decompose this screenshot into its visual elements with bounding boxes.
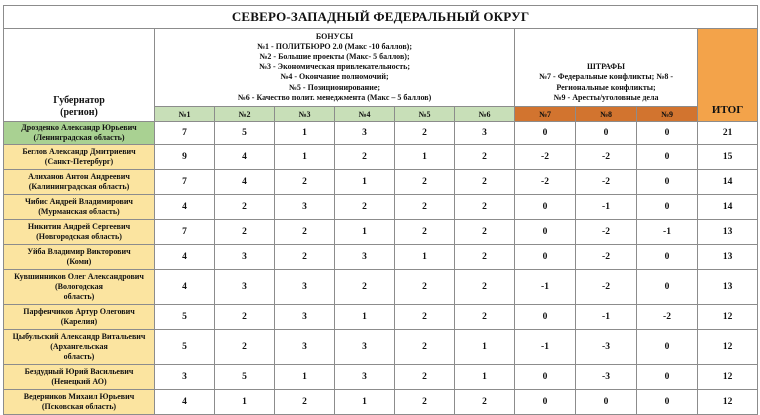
col-header-7: №7 [515,107,576,122]
score-cell-9: 0 [637,170,698,195]
ranking-table [3,5,758,415]
table-row [4,365,758,390]
governor-cell [4,220,155,245]
governor-cell [4,270,155,305]
score-cell-9: 0 [637,145,698,170]
bonus-line-2: №2 - Большие проекты (Макс- 5 баллов); [259,51,410,61]
score-cell-4: 3 [335,330,395,365]
governor-header [4,29,155,122]
score-cell-1: 4 [155,390,215,415]
fines-title: ШТРАФЫ [587,62,625,72]
governor-cell [4,170,155,195]
score-cell-7: -2 [515,170,576,195]
governor-region: (Коми) [66,257,92,266]
fines-header [515,29,698,107]
score-cell-3: 2 [275,220,335,245]
governor-region: (Псковская область) [41,402,117,411]
fines-line-1: №7 - Федеральные конфликты; №8 - [539,72,673,82]
score-cell-5: 1 [395,245,455,270]
fines-line-2: Региональные конфликты; [556,82,656,92]
score-cell-5: 2 [395,122,455,145]
score-cell-5: 2 [395,170,455,195]
score-cell-2: 2 [215,195,275,220]
bonus-title: БОНУСЫ [315,31,354,41]
total-cell: 21 [698,122,758,145]
score-cell-1: 4 [155,270,215,305]
governor-cell [4,330,155,365]
governor-name: Алиханов Антон Андреевич [28,172,130,181]
bonus-line-6: №6 - Качество полит. менеджмента (Макс – 5 баллов) [237,92,432,102]
score-cell-1: 3 [155,365,215,390]
score-cell-7: 0 [515,365,576,390]
score-cell-2: 3 [215,245,275,270]
score-cell-7: -2 [515,145,576,170]
fines-line-3: №9 - Аресты/уголовные дела [553,92,659,102]
governor-cell [4,305,155,330]
governor-region: (Ненецкий АО) [51,377,107,386]
score-cell-6: 2 [455,145,515,170]
score-cell-4: 2 [335,270,395,305]
score-cell-4: 3 [335,245,395,270]
governor-header-line2: (регион) [60,107,98,118]
governor-region: область) [63,292,95,301]
score-cell-2: 4 [215,145,275,170]
governor-name: Дрозденко Александр Юрьевич [21,123,137,132]
score-cell-8: 0 [576,122,637,145]
score-cell-7: 0 [515,220,576,245]
score-cell-5: 2 [395,220,455,245]
score-cell-9: 0 [637,270,698,305]
score-cell-5: 2 [395,305,455,330]
total-cell: 12 [698,305,758,330]
score-cell-3: 1 [275,145,335,170]
governor-name: Цыбульский Александр Витальевич (Архангельская [12,332,146,351]
bonus-line-5: №5 - Позиционирование; [288,82,381,92]
score-cell-5: 2 [395,270,455,305]
bonus-line-3: №3 - Экономическая привлекательность; [258,62,411,72]
score-cell-6: 2 [455,195,515,220]
table-row [4,170,758,195]
score-cell-8: -2 [576,270,637,305]
score-cell-6: 3 [455,122,515,145]
score-cell-5: 2 [395,330,455,365]
table-row [4,122,758,145]
total-cell: 13 [698,245,758,270]
score-cell-4: 1 [335,220,395,245]
score-cell-2: 2 [215,330,275,365]
governor-region: область) [63,352,95,361]
governor-name: Уйба Владимир Викторович [27,247,131,256]
governor-cell [4,122,155,145]
score-cell-5: 2 [395,390,455,415]
table-title: СЕВЕРО-ЗАПАДНЫЙ ФЕДЕРАЛЬНЫЙ ОКРУГ [4,6,758,29]
governor-name: Ведерников Михаил Юрьевич [23,392,135,401]
governor-name: Кувшинников Олег Александрович (Вологодская [14,272,144,291]
total-cell: 13 [698,220,758,245]
col-header-1: №1 [155,107,215,122]
score-cell-1: 5 [155,305,215,330]
score-cell-4: 1 [335,390,395,415]
score-cell-3: 1 [275,365,335,390]
score-cell-8: -1 [576,195,637,220]
total-cell: 14 [698,170,758,195]
score-cell-4: 2 [335,145,395,170]
score-cell-8: -3 [576,365,637,390]
score-cell-6: 2 [455,390,515,415]
score-cell-1: 9 [155,145,215,170]
score-cell-3: 1 [275,122,335,145]
governor-region: (Карелия) [60,317,98,326]
governor-cell [4,195,155,220]
governor-name: Никитин Андрей Сергеевич [27,222,131,231]
score-cell-3: 3 [275,195,335,220]
score-cell-6: 2 [455,270,515,305]
score-cell-8: -2 [576,170,637,195]
score-cell-9: -2 [637,305,698,330]
table-row [4,305,758,330]
total-cell: 12 [698,330,758,365]
governor-name: Беглов Александр Дмитриевич [22,147,136,156]
score-cell-1: 7 [155,170,215,195]
col-header-3: №3 [275,107,335,122]
score-cell-3: 3 [275,305,335,330]
table-row [4,390,758,415]
governor-name: Парфенчиков Артур Олегович [23,307,135,316]
score-cell-4: 1 [335,305,395,330]
col-header-2: №2 [215,107,275,122]
score-cell-7: -1 [515,330,576,365]
governor-region: (Калининградская область) [28,182,130,191]
col-header-4: №4 [335,107,395,122]
score-cell-1: 4 [155,245,215,270]
score-cell-3: 2 [275,390,335,415]
total-cell: 15 [698,145,758,170]
table-row [4,145,758,170]
table-row [4,330,758,365]
score-cell-1: 7 [155,220,215,245]
score-cell-3: 2 [275,170,335,195]
score-cell-6: 2 [455,170,515,195]
score-cell-2: 2 [215,305,275,330]
score-cell-5: 2 [395,195,455,220]
score-cell-8: -2 [576,245,637,270]
score-cell-9: 0 [637,330,698,365]
score-cell-4: 2 [335,195,395,220]
score-cell-9: -1 [637,220,698,245]
governor-cell [4,145,155,170]
table-row [4,270,758,305]
governor-cell [4,245,155,270]
total-cell: 12 [698,365,758,390]
score-cell-6: 1 [455,365,515,390]
score-cell-6: 2 [455,305,515,330]
score-cell-9: 0 [637,245,698,270]
governor-cell [4,365,155,390]
score-cell-1: 5 [155,330,215,365]
score-cell-2: 2 [215,220,275,245]
score-cell-1: 4 [155,195,215,220]
score-cell-3: 2 [275,245,335,270]
score-cell-7: 0 [515,245,576,270]
governor-region: (Новгородская область) [36,232,122,241]
score-cell-9: 0 [637,390,698,415]
governor-region: (Ленинградская область) [33,133,125,142]
score-cell-7: 0 [515,390,576,415]
bonus-line-4: №4 - Окончание полномочий; [280,72,389,82]
total-header: ИТОГ [698,29,758,122]
col-header-9: №9 [637,107,698,122]
score-cell-7: 0 [515,195,576,220]
score-cell-2: 3 [215,270,275,305]
score-cell-2: 4 [215,170,275,195]
table-body [4,122,758,415]
score-cell-9: 0 [637,195,698,220]
score-cell-8: -2 [576,220,637,245]
score-cell-7: -1 [515,270,576,305]
score-cell-4: 3 [335,122,395,145]
governor-name: Бездудный Юрий Васильевич [24,367,134,376]
col-header-8: №8 [576,107,637,122]
score-cell-6: 1 [455,330,515,365]
score-cell-8: 0 [576,390,637,415]
score-cell-2: 1 [215,390,275,415]
score-cell-7: 0 [515,305,576,330]
total-cell: 12 [698,390,758,415]
col-header-5: №5 [395,107,455,122]
score-cell-9: 0 [637,122,698,145]
score-cell-6: 2 [455,220,515,245]
governor-cell [4,390,155,415]
bonus-line-1: №1 - ПОЛИТБЮРО 2.0 (Макс -10 баллов); [257,41,412,51]
score-cell-8: -3 [576,330,637,365]
governor-region: (Санкт-Петербург) [44,157,114,166]
score-cell-9: 0 [637,365,698,390]
score-cell-3: 3 [275,330,335,365]
score-cell-4: 1 [335,170,395,195]
score-cell-8: -1 [576,305,637,330]
score-cell-3: 3 [275,270,335,305]
table-row [4,220,758,245]
total-cell: 13 [698,270,758,305]
score-cell-6: 2 [455,245,515,270]
score-cell-4: 3 [335,365,395,390]
total-cell: 14 [698,195,758,220]
governor-region: (Мурманская область) [38,207,120,216]
score-cell-7: 0 [515,122,576,145]
score-cell-5: 2 [395,365,455,390]
governor-name: Чибис Андрей Владимирович [25,197,133,206]
score-cell-2: 5 [215,365,275,390]
bonus-header [155,29,515,107]
score-cell-2: 5 [215,122,275,145]
col-header-6: №6 [455,107,515,122]
score-cell-5: 1 [395,145,455,170]
score-cell-8: -2 [576,145,637,170]
score-cell-1: 7 [155,122,215,145]
governor-header-line1: Губернатор [53,95,105,106]
table-row [4,245,758,270]
table-row [4,195,758,220]
